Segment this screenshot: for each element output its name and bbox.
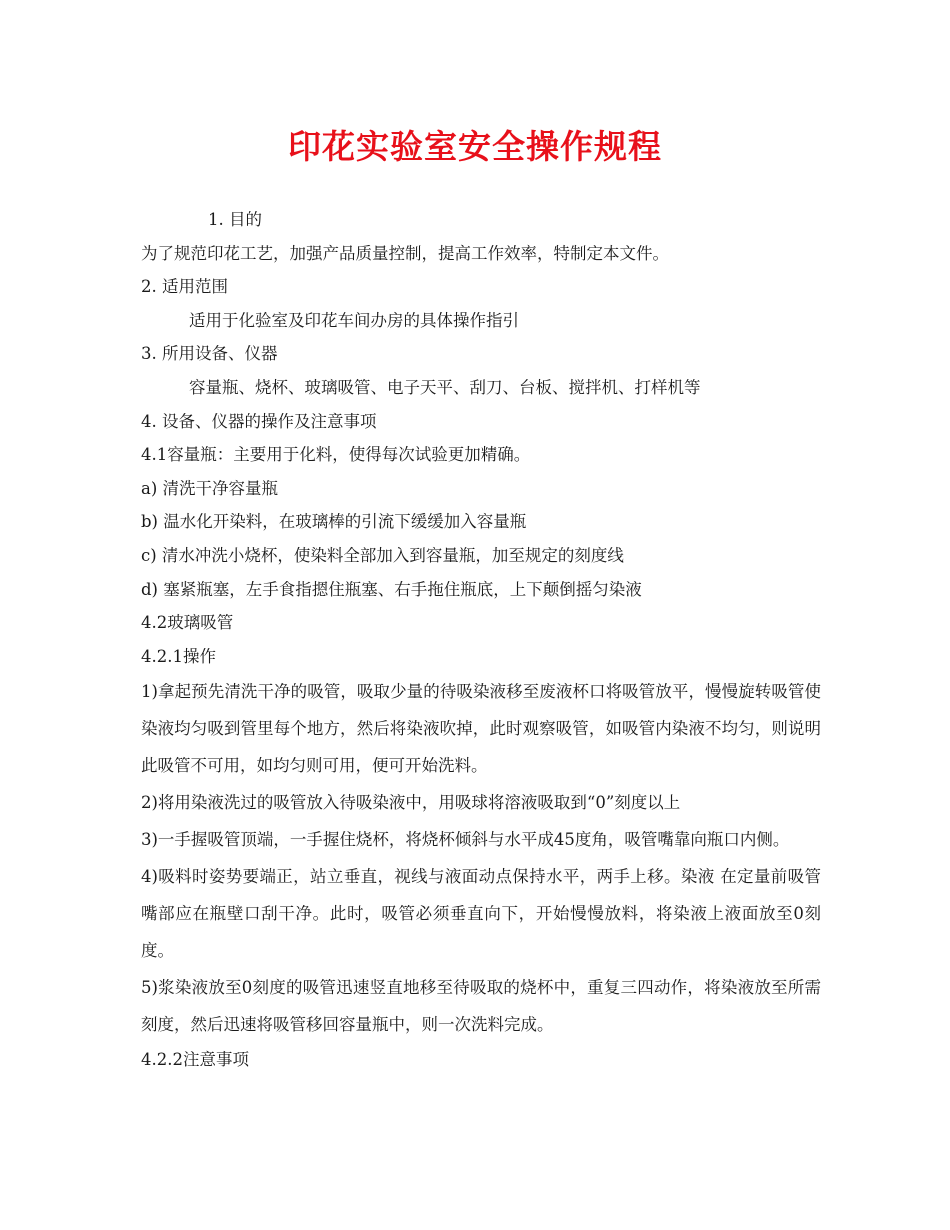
section-body-equipment: 容量瓶、烧杯、玻璃吸管、电子天平、刮刀、台板、搅拌机、打样机等	[189, 377, 701, 397]
section-body-scope: 适用于化验室及印花车间办房的具体操作指引	[189, 310, 519, 330]
list-item: b) 温水化开染料，在玻璃棒的引流下缓缓加入容量瓶	[141, 512, 527, 532]
subsection-heading-operation: 4.2.1操作	[141, 646, 216, 666]
document-title: 印花实验室安全操作规程	[288, 127, 662, 166]
subsection-heading-volumetric-flask: 4.1容量瓶：主要用于化料，使得每次试验更加精确。	[141, 445, 531, 465]
document-body	[141, 203, 821, 1077]
subsection-heading-pipette: 4.2玻璃吸管	[141, 613, 234, 633]
paragraph: 5)浆染液放至0刻度的吸管迅速竖直地移至待吸取的烧杯中，重复三四动作，将染液放至所需刻度，然后迅速将吸管移回容量瓶中，则一次洗料完成。	[141, 978, 821, 1035]
subsection-heading-notes: 4.2.2注意事项	[141, 1050, 249, 1070]
paragraph: 4)吸料时姿势要端正，站立垂直，视线与液面动点保持水平，两手上移。染液 在定量前吸管嘴部应在瓶壁口刮干净。此时，吸管必须垂直向下，开始慢慢放料，将染液上液面放至0刻度。	[141, 867, 821, 961]
section-heading-scope: 2. 适用范围	[141, 277, 228, 297]
section-heading-equipment: 3. 所用设备、仪器	[141, 344, 278, 364]
list-item: c) 清水冲洗小烧杯，使染料全部加入到容量瓶，加至规定的刻度线	[141, 545, 624, 565]
paragraph: 2)将用染液洗过的吸管放入待吸染液中，用吸球将溶液吸取到“0”刻度以上	[141, 793, 681, 813]
section-heading-operation: 4. 设备、仪器的操作及注意事项	[141, 411, 377, 431]
list-item: a) 清洗干净容量瓶	[141, 478, 279, 498]
section-body-purpose: 为了规范印花工艺，加强产品质量控制，提高工作效率，特制定本文件。	[141, 243, 669, 263]
list-item: d) 塞紧瓶塞，左手食指摁住瓶塞、右手拖住瓶底，上下颠倒摇匀染液	[141, 579, 642, 599]
paragraph: 3)一手握吸管顶端，一手握住烧杯，将烧杯倾斜与水平成45度角，吸管嘴靠向瓶口内侧。	[141, 830, 790, 850]
section-heading-purpose: 1. 目的	[208, 210, 262, 229]
paragraph: 1)拿起预先清洗干净的吸管，吸取少量的待吸染液移至废液杯口将吸管放平，慢慢旋转吸管使染液均匀吸到管里每个地方，然后将染液吹掉，此时观察吸管，如吸管内染液不均匀，则说明此吸管不可用，如均匀则可用，便可开始洗料。	[141, 682, 821, 776]
